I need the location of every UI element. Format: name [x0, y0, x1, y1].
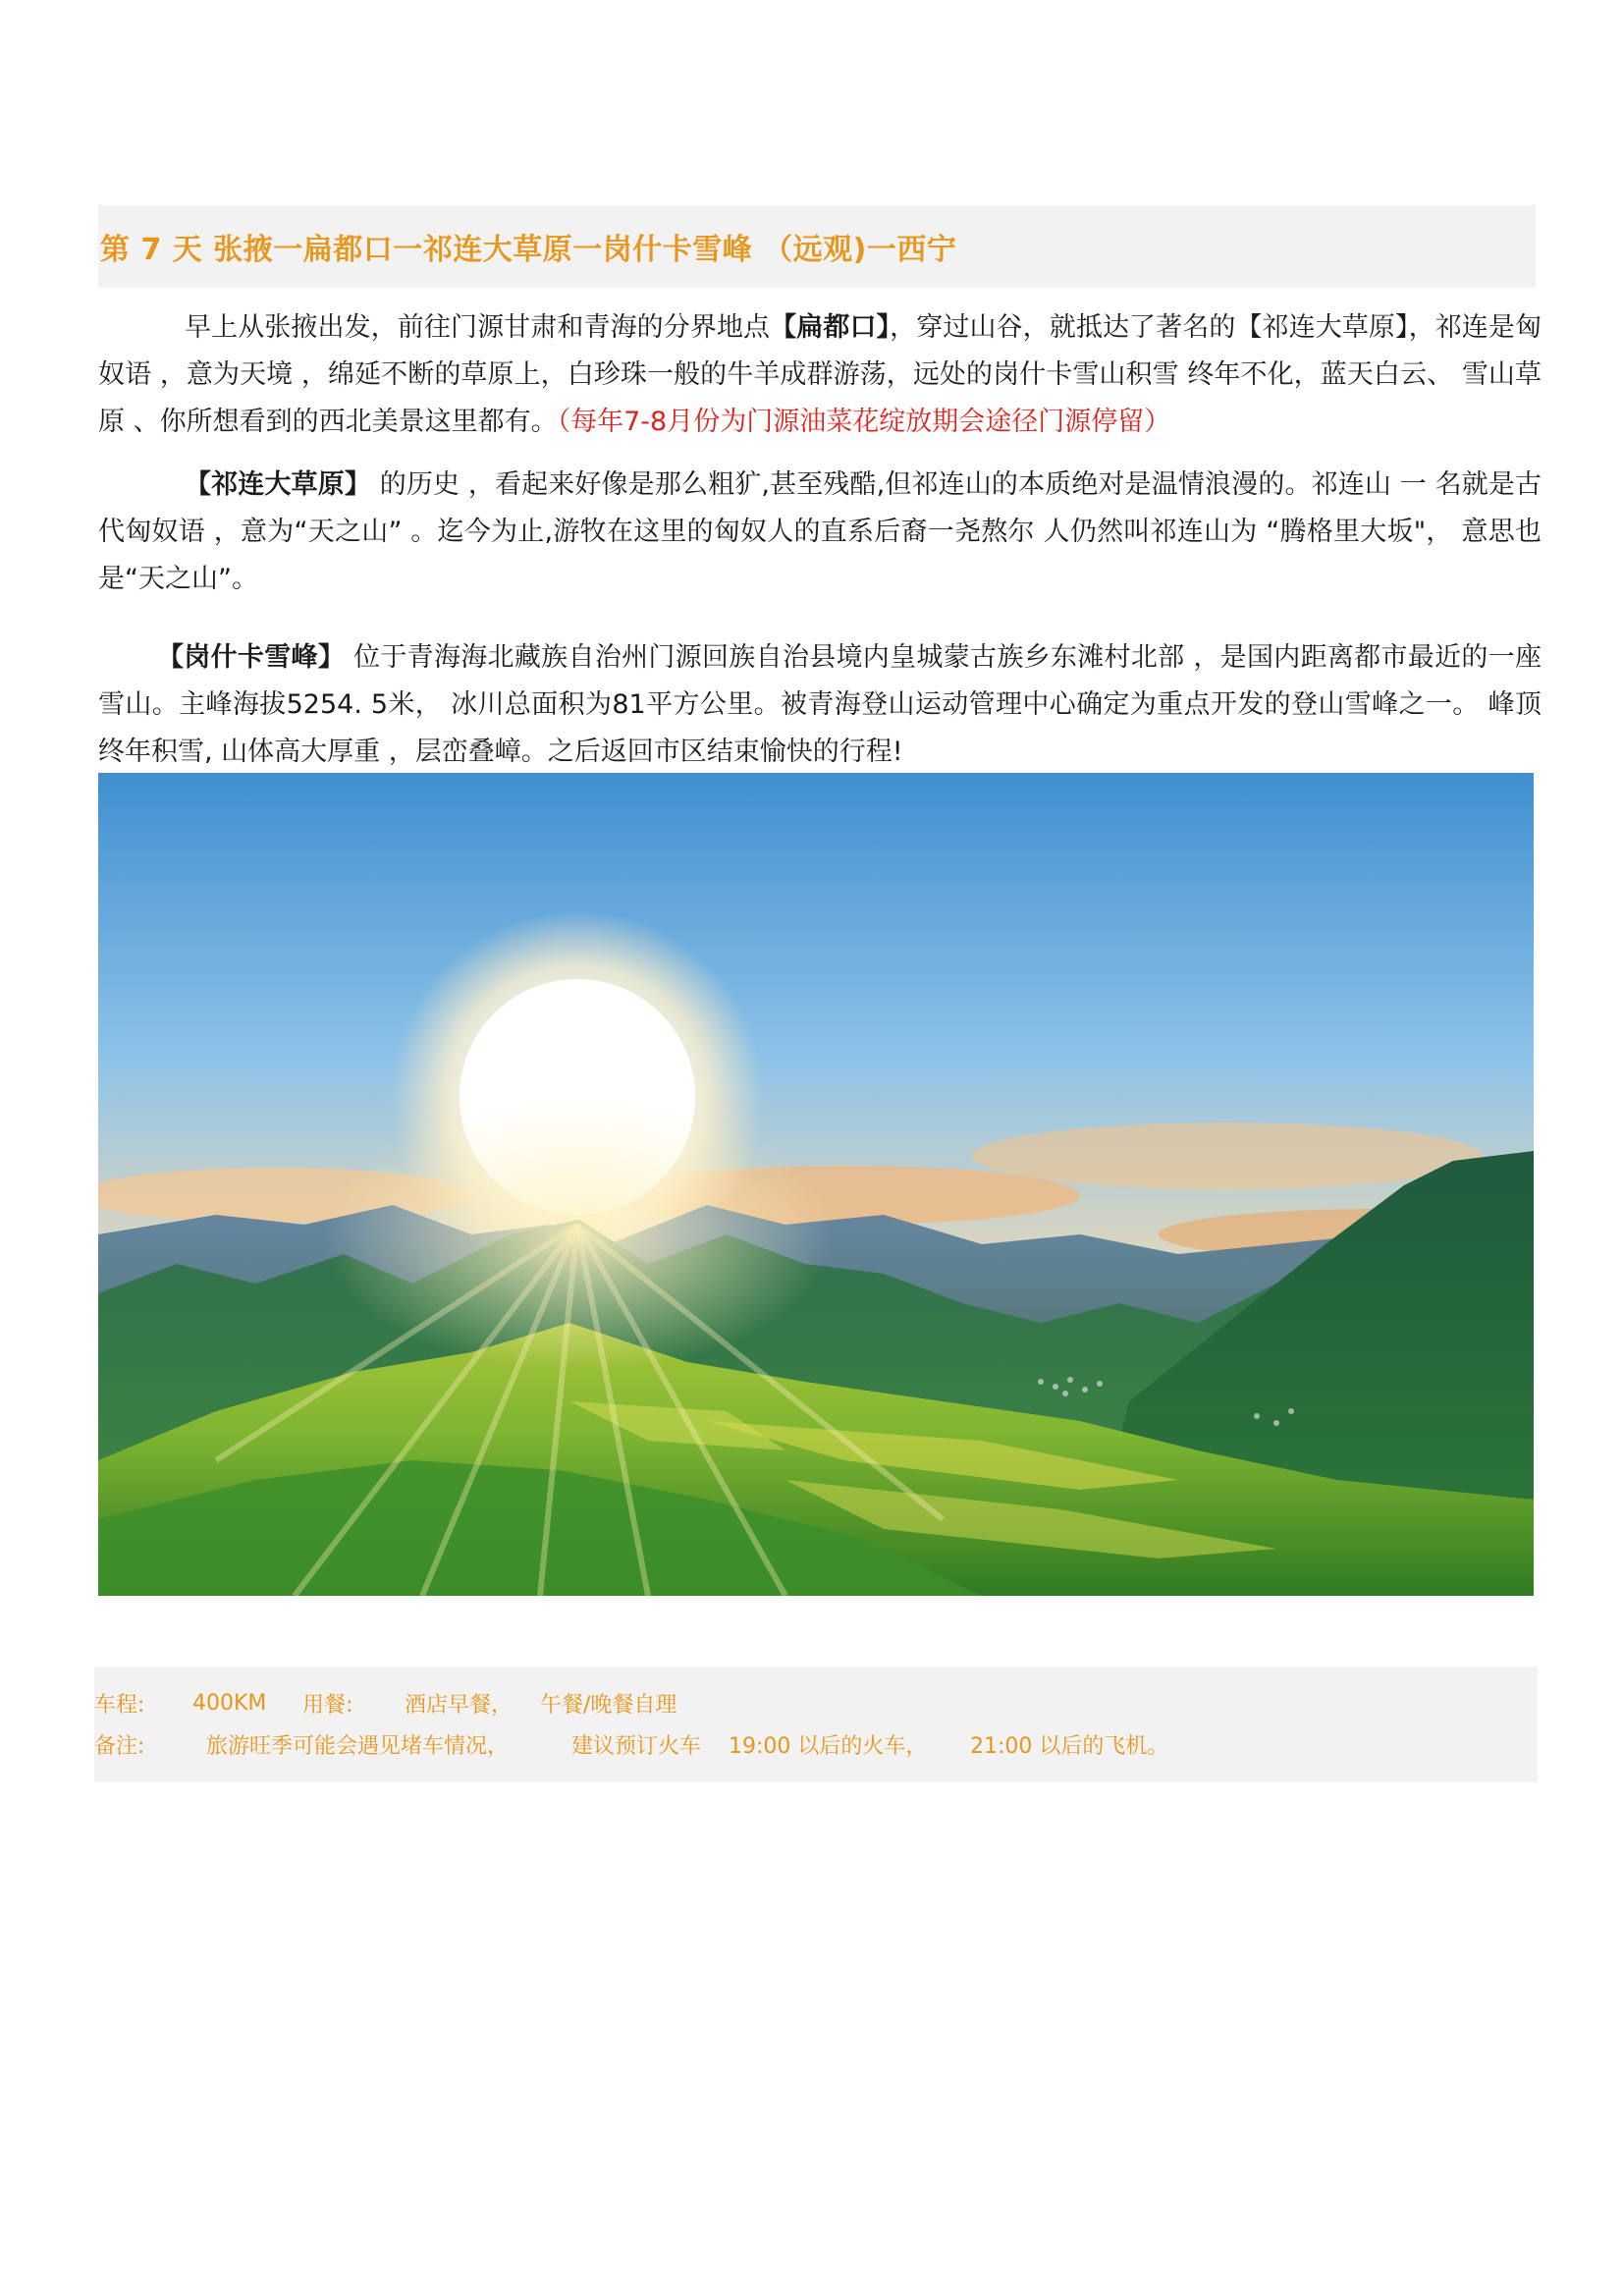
meal-label: 用餐:: [302, 1692, 353, 1718]
paragraph-intro: [98, 304, 1542, 446]
note-text-1: 旅游旺季可能会遇见堵车情况，: [206, 1733, 510, 1759]
qilian-bold-title: 【祁连大草原】: [185, 469, 371, 500]
sunset-grassland-illustration: [98, 773, 1534, 1596]
gangshika-bold-title: 【岗什卡雪峰】: [157, 642, 346, 673]
info-row-distance-meals: [94, 1682, 1538, 1723]
note-text-2: 建议预订火车: [571, 1733, 702, 1759]
distance-label: 车程:: [94, 1692, 145, 1718]
note-text-4: 21:00 以后的飞机。: [970, 1733, 1169, 1759]
info-row-note: [94, 1723, 1538, 1765]
landscape-photo: [98, 773, 1534, 1596]
gangshika-text: 位于青海海北藏族自治州门源回族自治县境内皇城蒙古族乡东滩村北部 ，是国内距离都市最近的一座雪山。主峰海拔5254. 5米， 冰川总面积为81平方公里。被青海登山运动管理中心确定为重点开发的登山雪峰之一。 峰顶终年积雪, 山体高大厚重 ，层峦叠嶂。之后返回市区结束愉快的行程!: [98, 642, 1542, 767]
paragraph-qilian: [98, 462, 1542, 603]
paragraph-gangshika: [98, 634, 1542, 776]
meal-value-2: 午餐/晚餐自理: [540, 1692, 677, 1718]
intro-text-1: 早上从张掖出发，前往门源甘肃和青海的分界地点: [185, 312, 771, 343]
intro-bold-biandukou: 【扁都口】: [770, 312, 891, 343]
note-label: 备注:: [94, 1733, 145, 1759]
distance-value: 400KM: [192, 1690, 267, 1716]
intro-text-2: ，穿过山谷，就抵达了著名的【祁连大草原】，祁连是匈奴语 ，意为天境 ，绵延不断的草原上，白珍珠一般的牛羊成群游荡，远处的岗什卡雪山积雪 终年不化，蓝天白云、 雪山草原 、你所想看到的西北美景这里都有。: [98, 312, 1542, 437]
note-text-3: 19:00 以后的火车，: [729, 1733, 928, 1759]
intro-red-note: （每年7-8月份为门源油菜花绽放期会途径门源停留）: [557, 407, 1171, 437]
meal-value: 酒店早餐，: [405, 1692, 514, 1718]
qilian-text: 的历史 ，看起来好像是那么粗犷,甚至残酷,但祁连山的本质绝对是温情浪漫的。祁连山 一 名就是古代匈奴语 ，意为“天之山” 。迄今为止,游牧在这里的匈奴人的直系后裔一尧熬尔 人仍然叫祁连山为 “腾格里大坂"， 意思也是“天之山”。: [98, 469, 1542, 594]
trip-info-box: [94, 1667, 1538, 1782]
day-title: 第 7 天 张掖一扁都口一祁连大草原一岗什卡雪峰 （远观)一西宁: [100, 233, 957, 267]
day-header: [98, 205, 1536, 288]
